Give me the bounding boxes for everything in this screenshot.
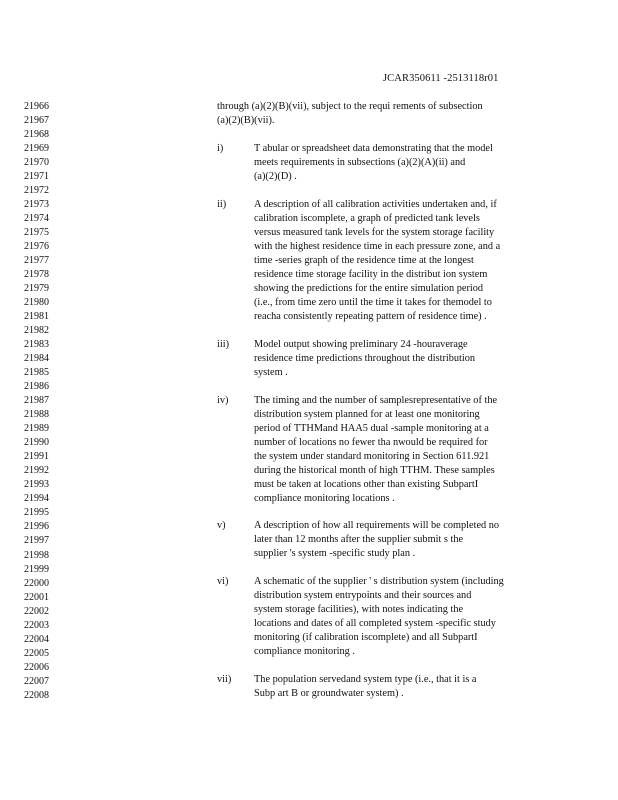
item-line: A schematic of the supplier ' s distribution system (including: [254, 576, 504, 587]
line-number: 22006: [24, 661, 49, 673]
item-line: T abular or spreadsheet data demonstrating that the model: [254, 143, 493, 154]
intro-paragraph: [217, 100, 547, 128]
line-number: 21987: [24, 395, 49, 407]
item-line: system .: [254, 367, 288, 379]
item-line: calibration iscomplete, a graph of predicted tank levels: [254, 213, 480, 225]
item-line: system storage facilities), with notes indicating the: [254, 604, 464, 616]
item-line: locations and dates of all completed system -specific study: [254, 618, 496, 630]
item-line: A description of how all requirements will be completed no: [254, 520, 500, 531]
item-line: monitoring (if calibration iscomplete) and all SubpartI: [254, 632, 478, 644]
item-line: Model output showing preliminary 24 -houraverage: [254, 339, 468, 350]
item-line: supplier 's system -specific study plan .: [254, 548, 416, 560]
item-line: residence time storage facility in the distribut ion system: [254, 269, 488, 281]
line-number: 21966: [24, 101, 49, 112]
item-line: The timing and the number of samplesrepresentative of the: [254, 395, 498, 406]
line-number: 21990: [24, 437, 49, 449]
line-number: 21994: [24, 493, 49, 505]
intro-line: (a)(2)(B)(vii).: [217, 115, 275, 127]
line-number: 22005: [24, 647, 49, 659]
line-number: 21978: [24, 269, 49, 281]
line-number: 21997: [24, 535, 49, 547]
line-number: 21991: [24, 451, 49, 463]
intro-line: through (a)(2)(B)(vii), subject to the requi rements of subsection: [217, 101, 483, 112]
item-line: (i.e., from time zero until the time it takes for themodel to: [254, 297, 492, 309]
line-number: 21968: [24, 129, 49, 141]
item-line: Subp art B or groundwater system) .: [254, 688, 404, 700]
line-number: 21999: [24, 563, 49, 575]
item-text: [254, 338, 546, 380]
line-number: 21975: [24, 227, 49, 239]
item-text: [254, 198, 546, 324]
item-line: later than 12 months after the supplier submit s the: [254, 534, 464, 546]
item-line: compliance monitoring locations .: [254, 493, 395, 505]
line-number: 21980: [24, 297, 49, 309]
document-header-id: JCAR350611 -2513118r01: [383, 73, 499, 84]
line-number: 22004: [24, 633, 49, 645]
item-line: the system under standard monitoring in Section 611.921: [254, 451, 490, 463]
item-text: [254, 575, 546, 659]
item-line: versus measured tank levels for the system storage facility: [254, 227, 495, 239]
line-number: 21976: [24, 241, 49, 253]
item-number: v): [217, 520, 226, 531]
item-line: residence time predictions throughout the distribution: [254, 353, 476, 365]
line-number: 21974: [24, 213, 49, 225]
line-number: 21985: [24, 367, 49, 379]
item-line: must be taken at locations other than existing SubpartI: [254, 479, 479, 491]
item-line: number of locations no fewer tha nwould be required for: [254, 437, 488, 449]
item-line: distribution system planned for at least one monitoring: [254, 409, 480, 421]
item-line: during the historical month of high TTHM. These samples: [254, 465, 495, 477]
item-number: iv): [217, 395, 229, 406]
item-number: iii): [217, 339, 230, 350]
line-number: 21996: [24, 521, 49, 533]
item-line: distribution system entrypoints and their sources and: [254, 590, 472, 602]
line-number: 21992: [24, 465, 49, 477]
item-number: ii): [217, 199, 227, 210]
item-line: meets requirements in subsections (a)(2)(A)(ii) and: [254, 157, 466, 169]
line-number: 22003: [24, 619, 49, 631]
line-number: 21983: [24, 339, 49, 351]
line-number: 21993: [24, 479, 49, 491]
item-text: [254, 394, 546, 506]
line-number: 21970: [24, 157, 49, 169]
line-number: 22002: [24, 605, 49, 617]
line-number: 22007: [24, 675, 49, 687]
line-number: 21988: [24, 409, 49, 421]
line-number: 21971: [24, 171, 49, 183]
item-line: period of TTHMand HAA5 dual -sample monitoring at a: [254, 423, 489, 435]
line-number: 21984: [24, 353, 49, 365]
item-text: [254, 519, 546, 561]
item-line: with the highest residence time in each pressure zone, and a: [254, 241, 501, 253]
line-number: 21998: [24, 549, 49, 561]
item-line: showing the predictions for the entire simulation period: [254, 283, 484, 295]
item-line: compliance monitoring .: [254, 646, 355, 658]
line-number: 21989: [24, 423, 49, 435]
item-line: (a)(2)(D) .: [254, 171, 297, 183]
item-number: vii): [217, 674, 232, 685]
line-number: 21979: [24, 283, 49, 295]
line-number: 21981: [24, 311, 49, 323]
item-text: [254, 673, 546, 701]
item-text: [254, 142, 546, 184]
item-number: vi): [217, 576, 229, 587]
line-number: 21972: [24, 185, 49, 197]
item-line: reacha consistently repeating pattern of residence time) .: [254, 311, 487, 323]
line-number: 21973: [24, 199, 49, 211]
line-number: 21977: [24, 255, 49, 267]
item-line: The population servedand system type (i.e., that it is a: [254, 674, 477, 685]
line-number: 21982: [24, 325, 49, 337]
line-number: 22001: [24, 591, 49, 603]
line-number: 22000: [24, 577, 49, 589]
item-number: i): [217, 143, 224, 154]
line-number: 21995: [24, 507, 49, 519]
line-number-column: [24, 100, 54, 703]
line-number: 21969: [24, 143, 49, 155]
line-number: 21986: [24, 381, 49, 393]
item-line: time -series graph of the residence time at the longest: [254, 255, 474, 267]
item-line: A description of all calibration activities undertaken and, if: [254, 199, 497, 210]
line-number: 22008: [24, 689, 49, 701]
line-number: 21967: [24, 115, 49, 127]
